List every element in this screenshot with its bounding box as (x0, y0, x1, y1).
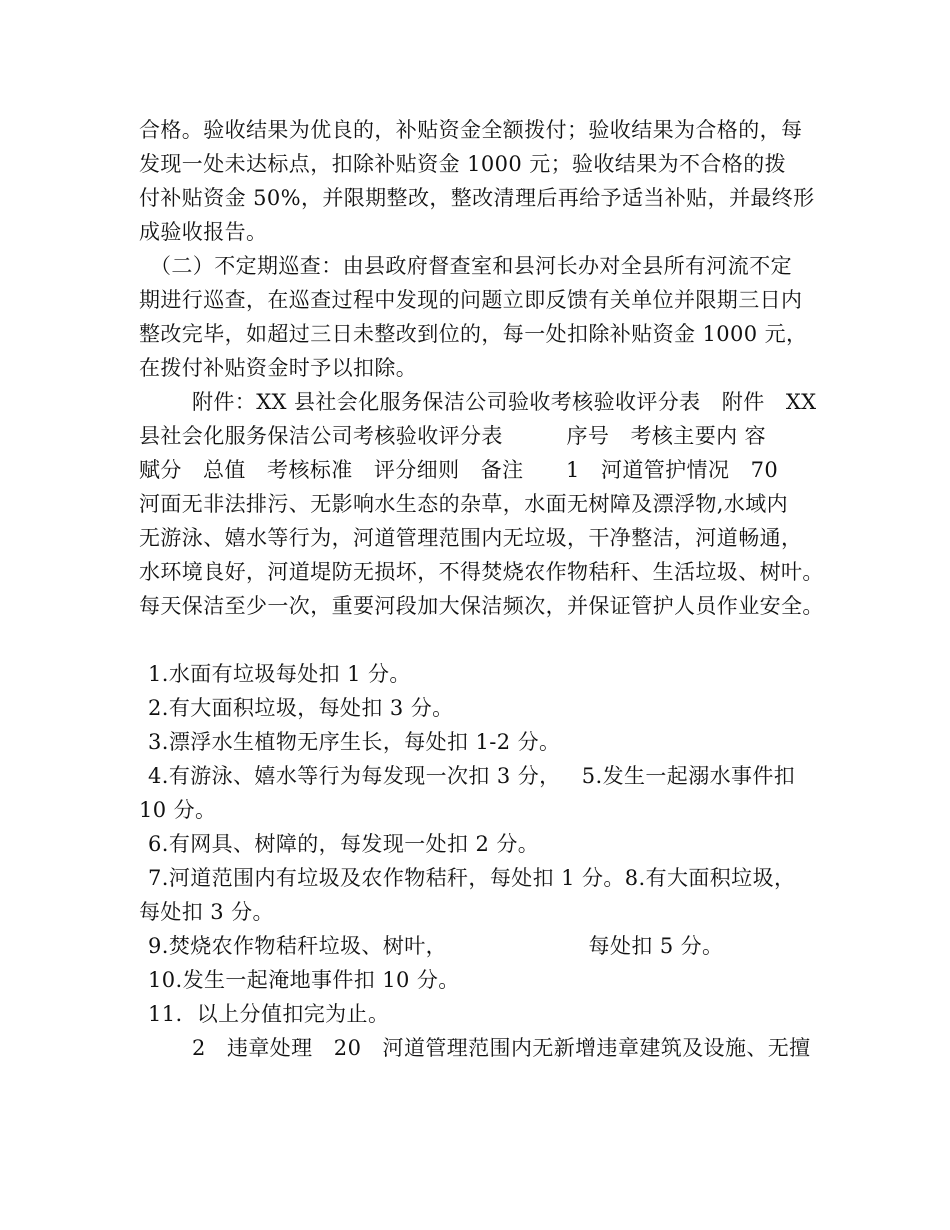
list-item: 7.河道范围内有垃圾及农作物秸秆，每处扣 1 分。8.有大面积垃圾， (148, 866, 796, 890)
text-line: 水环境良好，河道堤防无损坏，不得焚烧农作物秸秆、生活垃圾、树叶。 (139, 560, 824, 584)
text-line: 每天保洁至少一次，重要河段加大保洁频次，并保证管护人员作业安全。 (139, 594, 824, 618)
list-item: 2.有大面积垃圾，每处扣 3 分。 (148, 696, 454, 720)
text-line: 河面无非法排污、无影响水生态的杂草，水面无树障及漂浮物,水域内 (139, 492, 789, 516)
text-line: 在拨付补贴资金时予以扣除。 (139, 356, 418, 380)
list-item: 4.有游泳、嬉水等行为每发现一次扣 3 分， 5.发生一起溺水事件扣 (148, 764, 796, 788)
text-line: 付补贴资金 50%，并限期整改，整改清理后再给予适当补贴，并最终形 (139, 186, 815, 210)
list-item: 3.漂浮水生植物无序生长，每处扣 1-2 分。 (148, 730, 561, 754)
list-item: 11. 以上分值扣完为止。 (148, 1002, 390, 1026)
list-item: 10 分。 (139, 798, 217, 822)
text-line: 发现一处未达标点，扣除补贴资金 1000 元；验收结果为不合格的拨 (139, 152, 786, 176)
list-item: 9.焚烧农作物秸秆垃圾、树叶， 每处扣 5 分。 (148, 934, 724, 958)
list-item: 1.水面有垃圾每处扣 1 分。 (148, 662, 411, 686)
text-line: （二）不定期巡查：由县政府督查室和县河长办对全县所有河流不定 (150, 254, 792, 278)
text-line: 无游泳、嬉水等行为，河道管理范围内无垃圾，干净整洁，河道畅通， (139, 526, 803, 550)
text-line: 整改完毕，如超过三日未整改到位的，每一处扣除补贴资金 1000 元， (139, 322, 808, 346)
list-item: 6.有网具、树障的，每发现一处扣 2 分。 (148, 832, 540, 856)
text-line: 期进行巡查，在巡查过程中发现的问题立即反馈有关单位并限期三日内 (139, 288, 803, 312)
text-line: 附件：XX 县社会化服务保洁公司验收考核验收评分表 附件 XX (192, 390, 817, 414)
list-item: 10.发生一起淹地事件扣 10 分。 (148, 968, 460, 992)
text-line: 合格。验收结果为优良的，补贴资金全额拨付；验收结果为合格的，每 (139, 118, 803, 142)
list-item: 每处扣 3 分。 (139, 900, 274, 924)
text-line: 2 违章处理 20 河道管理范围内无新增违章建筑及设施、无擅 (192, 1036, 811, 1060)
text-line: 成验收报告。 (139, 220, 268, 244)
text-line: 县社会化服务保洁公司考核验收评分表 序号 考核主要内 容 (139, 424, 766, 448)
text-line: 赋分 总值 考核标准 评分细则 备注 1 河道管护情况 70 (139, 458, 779, 482)
